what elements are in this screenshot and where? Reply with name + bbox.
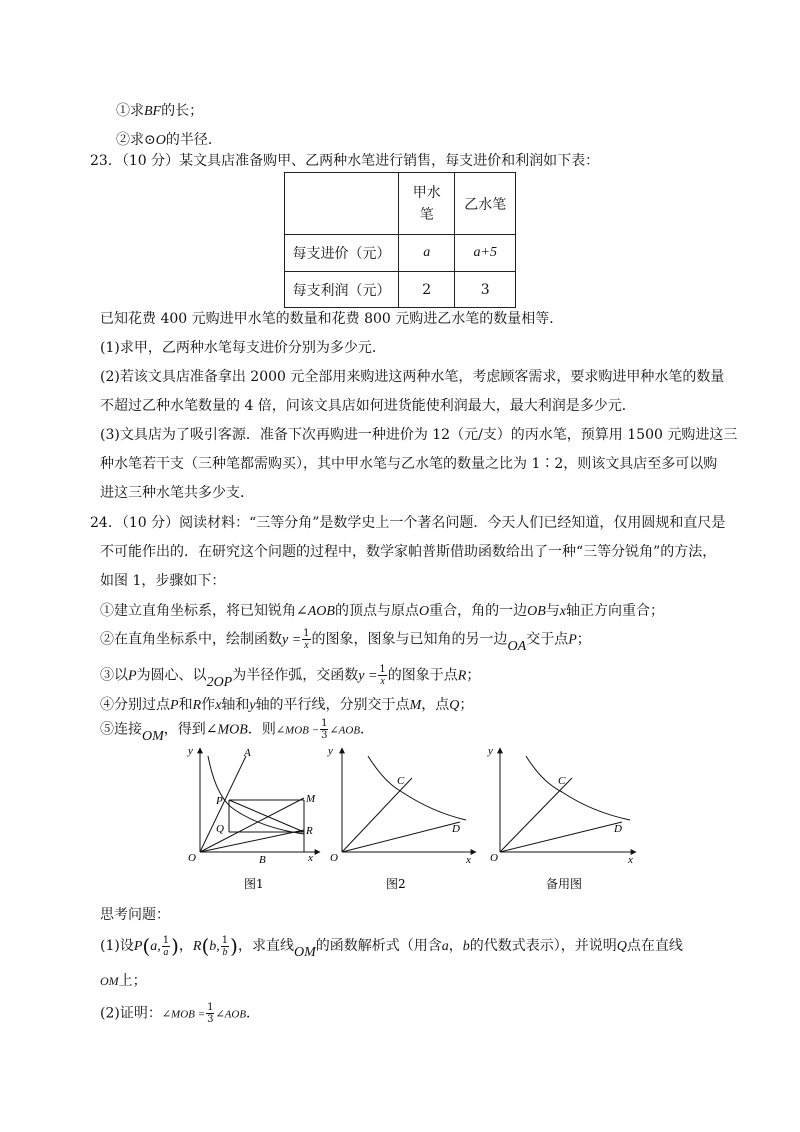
- step3-text-a: ③以: [100, 667, 128, 684]
- q1-comma: ，: [178, 938, 193, 954]
- step3-p: P: [128, 668, 137, 684]
- q24-question2: [100, 1002, 260, 1025]
- q2-frac-den: 3: [207, 1014, 214, 1025]
- q23-part3-line1: (3)文具店为了吸引客源．准备下次再购进一种进价为 12（元/支）的丙水笔，预算用 1500 元购进这三: [100, 427, 738, 443]
- q23-score: （10 分）: [121, 153, 180, 169]
- q22-part1-suffix: 的长；: [161, 103, 204, 119]
- q1-paren-close-1: ): [171, 934, 179, 958]
- step2-func: y =: [282, 632, 302, 648]
- step4-text-f: ，点: [421, 697, 450, 713]
- table-row-profit-label: 每支利润（元）: [285, 272, 399, 308]
- step3-text-b: 为圆心、以: [136, 667, 207, 684]
- step5-eq-right: ∠AOB: [329, 724, 361, 737]
- fig1-caption: 图1: [244, 877, 264, 891]
- fig2-label-x: x: [466, 854, 471, 866]
- q1-text-b: ，求直线: [237, 938, 294, 954]
- step1-text-b: 的顶点与原点: [334, 603, 419, 619]
- step3-text-c: 为半径作弧，交函数: [232, 667, 359, 684]
- fig1-label-r: R: [306, 825, 313, 837]
- figure-backup: [500, 748, 636, 852]
- step4-text-b: 和: [178, 697, 193, 713]
- step4-text-d: 轴和: [221, 697, 250, 713]
- fig3-label-d: D: [614, 823, 622, 835]
- q1-var-b: b: [462, 939, 470, 954]
- step2-text-d: ；: [576, 631, 591, 648]
- q1-point-r: R: [192, 939, 202, 954]
- fig2-label-y: y: [328, 745, 333, 757]
- table-header-pen-a-line2: 笔: [419, 206, 434, 223]
- step4-text-g: ；: [459, 697, 474, 713]
- step2-frac-num: 1: [303, 628, 310, 639]
- step4-text-e: 轴的平行线，分别交于点: [255, 697, 410, 713]
- fig3-label-o: O: [490, 852, 498, 864]
- q22-part1: [116, 100, 203, 120]
- step3-text-d: 的图象于点: [387, 667, 458, 684]
- table-cell-profit-b: 3: [455, 272, 516, 308]
- fig1-label-q: Q: [216, 823, 224, 835]
- fig3-hyperbola: [526, 756, 630, 820]
- step4-r: R: [192, 698, 202, 713]
- fig1-label-b: B: [259, 854, 266, 866]
- step4-y: y: [249, 698, 256, 713]
- q1-om2: OM: [100, 974, 119, 988]
- table-header-blank: [285, 173, 399, 235]
- q1-om: OM: [293, 945, 316, 960]
- step1-text-a: ①建立直角坐标系，将已知锐角: [100, 603, 296, 619]
- fig1-label-m: M: [306, 793, 316, 805]
- fig1-label-x: x: [308, 852, 313, 864]
- step1-text-e: 轴正方向重合；: [565, 603, 664, 619]
- table-cell-cost-a: a: [399, 235, 455, 272]
- q2-text-a: (2)证明：: [100, 1005, 162, 1022]
- step3-text-e: ；: [466, 667, 481, 684]
- q23-part2-line2: 不超过乙种水笔数量的 4 倍，问该文具店如何进货能使利润最大，最大利润是多少元．: [100, 398, 636, 414]
- price-table: [284, 172, 516, 308]
- step3-func: y =: [358, 668, 378, 684]
- q1-point-p: P: [133, 939, 143, 954]
- step5-text-a: ⑤连接: [100, 721, 142, 738]
- q1-r-b: b,: [209, 939, 220, 954]
- step1-angle: ∠AOB: [296, 604, 335, 619]
- q24-number: 24．: [90, 515, 122, 531]
- step2-frac: [302, 628, 310, 651]
- fig2-label-c: C: [397, 775, 405, 787]
- step5-eq-left: ∠MOB −: [275, 724, 320, 737]
- step5-frac: [320, 718, 328, 741]
- q23-part3-line3: 进这三种水笔共多少支．: [100, 485, 254, 501]
- fig2-ray-oc: [342, 778, 412, 852]
- q22-part2: [116, 129, 222, 149]
- table-header-pen-a-line1: 甲水: [412, 184, 441, 201]
- q24-question1-line1: [100, 934, 683, 958]
- fig1-label-y: y: [188, 745, 193, 757]
- q2-eq-right: ∠AOB: [215, 1008, 247, 1021]
- step4-q: Q: [449, 698, 460, 713]
- q1-paren-open-1: (: [142, 934, 151, 958]
- q23-condition: 已知花费 400 元购进甲水笔的数量和花费 800 元购进乙水笔的数量相等．: [100, 311, 564, 327]
- step5-frac-den: 3: [321, 730, 328, 741]
- q24-score: （10 分）: [121, 515, 180, 531]
- step3-r: R: [457, 668, 467, 684]
- table-cell-profit-a: 2: [399, 272, 455, 308]
- fig3-caption: 备用图: [546, 877, 583, 891]
- q1-text-c: 的函数解析式（用含: [315, 938, 442, 954]
- q1-text-f: 点在直线: [626, 938, 683, 954]
- table-header-pen-b: 乙水笔: [455, 173, 516, 235]
- q24-step4: [100, 694, 473, 714]
- q22-part1-var: BF: [144, 104, 162, 119]
- step1-text-c: 重合，角的一边: [429, 603, 528, 619]
- fig2-hyperbola: [368, 756, 466, 820]
- q1-frac1: [162, 935, 170, 958]
- fig3-ray-oc: [500, 778, 572, 852]
- q24-step5: [100, 718, 375, 744]
- step3-2op: 2OP: [206, 674, 233, 690]
- q2-text-b: ．: [246, 1005, 261, 1022]
- fig2-label-o: O: [330, 852, 338, 864]
- step1-ob: OB: [527, 604, 546, 619]
- fig1-label-a: A: [244, 747, 251, 759]
- table-row-cost-label: 每支进价（元）: [285, 235, 399, 272]
- step5-text-d: ．: [360, 721, 375, 738]
- q23-intro: 某文具店准备购甲、乙两种水笔进行销售，每支进价和利润如下表：: [179, 153, 600, 169]
- q2-frac: [206, 1002, 214, 1025]
- q1-frac2: [221, 935, 229, 958]
- q22-part2-prefix: ②求: [116, 132, 144, 148]
- q22-part2-suffix: 的半径．: [165, 132, 222, 148]
- fig2-caption: 图2: [386, 877, 406, 891]
- q1-frac2-num: 1: [221, 934, 229, 946]
- fig2-ray-od: [342, 822, 460, 852]
- fig3-ray-od: [500, 822, 622, 852]
- q1-point-q: Q: [616, 939, 627, 954]
- step4-m: M: [409, 698, 422, 713]
- q2-frac-num: 1: [207, 1002, 214, 1013]
- step1-x: x: [559, 604, 566, 619]
- table-cell-cost-b: a+5: [455, 235, 516, 272]
- step3-frac-num: 1: [379, 664, 386, 675]
- q1-p-a: a,: [150, 939, 161, 954]
- step4-text-a: ④分别过点: [100, 697, 170, 713]
- q23-part1: (1)求甲，乙两种水笔每支进价分别为多少元．: [100, 340, 386, 356]
- q22-part2-var: ⊙O: [144, 133, 166, 148]
- q24-intro-line1: [90, 512, 725, 532]
- q23-part3-line2: 种水笔若干支（三种笔都需购买），其中甲水笔与乙水笔的数量之比为 1∶2，则该文具店至多可以购: [100, 456, 718, 472]
- q1-frac1-num: 1: [162, 934, 170, 946]
- step2-text-b: 的图象，图象与已知角的另一边: [311, 631, 508, 648]
- fig2-label-d: D: [452, 823, 460, 835]
- fig1-line-pr: [229, 800, 304, 832]
- step4-x: x: [215, 698, 222, 713]
- q1-frac2-den: b: [222, 946, 228, 958]
- step2-text-c: 交于点: [526, 631, 569, 648]
- q1-frac1-den: a: [163, 946, 169, 958]
- step2-frac-den: x: [304, 640, 309, 651]
- fig1-label-o: O: [188, 852, 196, 864]
- q1-text-d: ，: [448, 938, 463, 954]
- q1-text-g: 上；: [118, 973, 147, 989]
- step3-frac: [378, 664, 386, 687]
- step5-text-b: ，得到: [163, 721, 206, 738]
- q24-intro-line3: 如图 1，步骤如下：: [100, 573, 226, 589]
- q22-part1-prefix: ①求: [116, 103, 144, 119]
- q1-text-a: (1)设: [100, 938, 134, 954]
- step3-frac-den: x: [380, 676, 385, 687]
- q23-heading: [90, 150, 599, 170]
- q1-var-a: a: [441, 939, 449, 954]
- step2-p: P: [568, 632, 577, 648]
- q24-question1-line2: [100, 970, 147, 990]
- q23-number: 23．: [90, 153, 122, 169]
- q2-eq-left: ∠MOB =: [161, 1008, 206, 1021]
- figure-2: [342, 748, 476, 852]
- step5-om: OM: [142, 728, 164, 744]
- q1-paren-open-2: (: [201, 934, 210, 958]
- q23-part2-line1: (2)若该文具店准备拿出 2000 元全部用来购进这两种水笔，考虑顾客需求，要求购进甲种水笔的数量: [100, 369, 725, 385]
- figures-svg: [0, 742, 800, 902]
- q24-intro-line2: 不可能作出的．在研究这个问题的过程中，数学家帕普斯借助函数给出了一种“三等分锐角”的方法，: [100, 544, 717, 560]
- q24-intro-text1: 阅读材料：“三等分角”是数学史上一个著名问题．今天人们已经知道，仅用圆规和直尺是: [179, 515, 726, 531]
- step1-o: O: [418, 604, 430, 619]
- q24-step2: [100, 628, 591, 654]
- fig3-label-y: y: [488, 745, 493, 757]
- q24-step1: [100, 600, 664, 620]
- step1-text-d: 与: [545, 603, 560, 619]
- fig1-label-p: P: [216, 795, 223, 807]
- q1-text-e: 的代数式表示），并说明: [469, 938, 617, 954]
- fig3-label-x: x: [628, 854, 633, 866]
- table-header-pen-a: [399, 173, 455, 235]
- fig3-label-c: C: [558, 775, 566, 787]
- step4-text-c: 作: [201, 697, 216, 713]
- q24-step3: [100, 664, 481, 690]
- step2-oa: OA: [507, 638, 527, 654]
- step2-text-a: ②在直角坐标系中，绘制函数: [100, 631, 282, 648]
- step4-p: P: [170, 698, 179, 713]
- q1-paren-close-2: ): [230, 934, 238, 958]
- step5-text-c: ．则: [247, 721, 276, 738]
- step5-frac-num: 1: [321, 718, 328, 729]
- step5-mob: ∠MOB: [205, 722, 248, 738]
- q24-think-heading: 思考问题：: [100, 907, 170, 923]
